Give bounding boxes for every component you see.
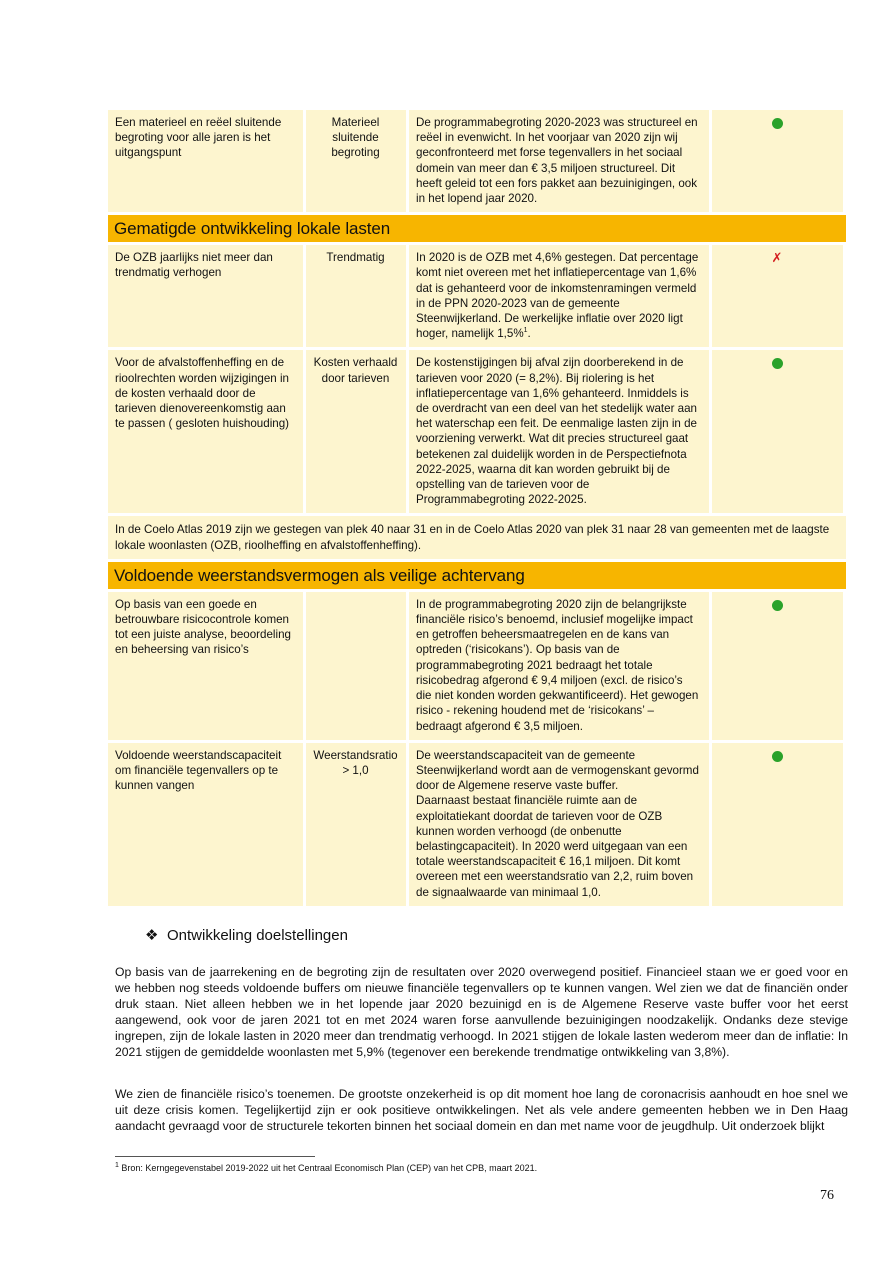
status-cell <box>712 245 843 347</box>
red-cross-icon: ✗ <box>771 250 783 266</box>
explanation-cell <box>409 743 709 906</box>
status-cell <box>712 743 843 906</box>
norm-cell: Materieel sluitende begroting <box>306 110 406 212</box>
norm-cell: Trendmatig <box>306 245 406 347</box>
goal-cell: De OZB jaarlijks niet meer dan trendmatig verhogen <box>108 245 303 347</box>
norm-cell: Weerstandsratio > 1,0 <box>306 743 406 906</box>
footnote-mark: 1 <box>115 1162 119 1169</box>
footnote-mark: 1 <box>523 327 528 335</box>
status-cell <box>712 350 843 513</box>
explanation-text: In 2020 is de OZB met 4,6% gestegen. Dat percentage komt niet overeen met het inflatiepercentage van 1,6% dat is gehanteerd voor de inkomstenramingen vermeld in de PPN 2020-2023 van de gemeente Steenwijkerland. De werkelijke inflatie over 2020 ligt hoger, namelijk 1,5% <box>416 251 699 341</box>
explanation-cell: In de programmabegroting 2020 zijn de belangrijkste financiële risico’s benoemd, inclusief mogelijke impact en getroffen beheersmaatregelen en de kans van optreden (‘risicokans’). Op basis van de programmabegroting 2021 bedraagt het totale risicobedrag afgerond € 9,4 miljoen (excl. de risico’s die niet konden worden gekwantificeerd). Het gewogen risico - rekening houdend met de ‘risicokans’ – bedraagt afgerond € 3,5 miljoen. <box>409 592 709 740</box>
goals-table <box>108 110 846 909</box>
page-number: 76 <box>820 1188 834 1203</box>
green-dot-icon <box>772 118 783 129</box>
green-dot-icon <box>772 600 783 611</box>
explanation-text: De weerstandscapaciteit van de gemeente Steenwijkerland wordt aan de vermogenskant gevormd door de Algemene reserve vaste buffer. <box>416 748 699 793</box>
goal-cell: Een materieel en reëel sluitende begroting voor alle jaren is het uitgangspunt <box>108 110 303 212</box>
table-row <box>108 743 846 906</box>
norm-cell: Kosten verhaald door tarieven <box>306 350 406 513</box>
goal-cell: Voldoende weerstandscapaciteit om financiële tegenvallers op te kunnen vangen <box>108 743 303 906</box>
footnote-text: Bron: Kerngegevenstabel 2019-2022 uit het Centraal Economisch Plan (CEP) van het CPB, maart 2021. <box>118 1163 538 1173</box>
goal-cell: Voor de afvalstoffenheffing en de rioolrechten worden wijzigingen in de kosten verhaald door de tarieven dienovereenkomstig aan te passen ( gesloten huishouding) <box>108 350 303 513</box>
section-heading: Gematigde ontwikkeling lokale lasten <box>108 215 846 242</box>
section-heading: Voldoende weerstandsvermogen als veilige achtervang <box>108 562 846 589</box>
explanation-cell: De programmabegroting 2020-2023 was structureel en reëel in evenwicht. In het voorjaar van 2020 zijn wij geconfronteerd met forse tegenvallers in het sociaal domein van meer dan € 3,5 miljoen structureel. Dit heeft geleid tot een fors pakket aan bezuinigingen, ook in het lopend jaar 2020. <box>409 110 709 212</box>
explanation-end: . <box>527 327 531 341</box>
note-row: In de Coelo Atlas 2019 zijn we gestegen van plek 40 naar 31 en in de Coelo Atlas 2020 van plek 31 naar 28 van gemeenten met de laagste lokale woonlasten (OZB, rioolheffing en afvalstoffenheffing). <box>108 516 846 558</box>
footnote <box>115 1163 537 1173</box>
status-cell <box>712 592 843 740</box>
green-dot-icon <box>772 751 783 762</box>
table-row <box>108 592 846 740</box>
explanation-cell <box>409 245 709 347</box>
diamond-bullet-icon: ❖ <box>145 927 159 944</box>
table-row <box>108 110 846 212</box>
green-dot-icon <box>772 358 783 369</box>
status-cell <box>712 110 843 212</box>
norm-cell <box>306 592 406 740</box>
table-row <box>108 245 846 347</box>
explanation-cell: De kostenstijgingen bij afval zijn doorberekend in de tarieven voor 2020 (= 8,2%). Bij riolering is het inflatiepercentage van 1,6% gehanteerd. Inmiddels is de overdracht van een deel van het stedelijk water aan het waterschap een feit. De eenmalige lasten zijn in de voorziening verwerkt. Wat dit precies structureel gaat betekenen zal duidelijk worden in de Perspectiefnota 2022-2025, waarna dit kan worden gebruikt bij de opstelling van de tarieven voor de Programmabegroting 2022-2025. <box>409 350 709 513</box>
footnote-divider <box>115 1156 315 1157</box>
goal-cell: Op basis van een goede en betrouwbare risicocontrole komen tot een juiste analyse, beoordeling en beheersing van risico’s <box>108 592 303 740</box>
body-paragraph: Op basis van de jaarrekening en de begroting zijn de resultaten over 2020 overwegend positief. Financieel staan we er goed voor en we hebben nog steeds voldoende buffers om nieuwe financiële tegenvallers op te kunnen vangen. Wel zien we dat de financiën onder druk staan. Niet alleen hebben we in het lopende jaar 2020 bezuinigd en is de Algemene Reserve vaste buffer voor het eerst aangewend, ook voor de jaren 2021 tot en met 2024 waren forse aanvullende bezuinigingen noodzakelijk. Ondanks deze stevige ingrepen, zijn de lokale lasten in 2020 meer dan trendmatig verhoogd. In 2021 stijgen de lokale lasten wederom meer dan de inflatie: In 2021 stijgen de gemiddelde woonlasten met 5,9% (tegenover een berekende trendmatige ontwikkeling van 3,8%). <box>115 965 848 1059</box>
subheading-text: Ontwikkeling doelstellingen <box>167 927 348 944</box>
body-paragraph: We zien de financiële risico’s toenemen. De grootste onzekerheid is op dit moment hoe lang de coronacrisis aanhoudt en hoe snel we uit deze crisis komen. Tegelijkertijd zijn er ook positieve ontwikkelingen. Net als vele andere gemeenten hebben we in Den Haag aandacht gevraagd voor de structurele tekorten binnen het sociaal domein en dan met name voor de jeugdhulp. Uit onderzoek blijkt <box>115 1087 848 1133</box>
explanation-text: Daarnaast bestaat financiële ruimte aan de exploitatiekant doordat de tarieven voor de OZB kunnen worden verhoogd (de onbenutte belastingcapaciteit). In 2020 werd uitgegaan van een totale weerstandscapaciteit € 16,1 miljoen. Dit komt overeen met een weerstandsratio van 2,2, ruim boven de signaalwaarde van minimaal 1,0. <box>416 794 694 899</box>
table-row <box>108 350 846 513</box>
subheading <box>145 926 348 944</box>
